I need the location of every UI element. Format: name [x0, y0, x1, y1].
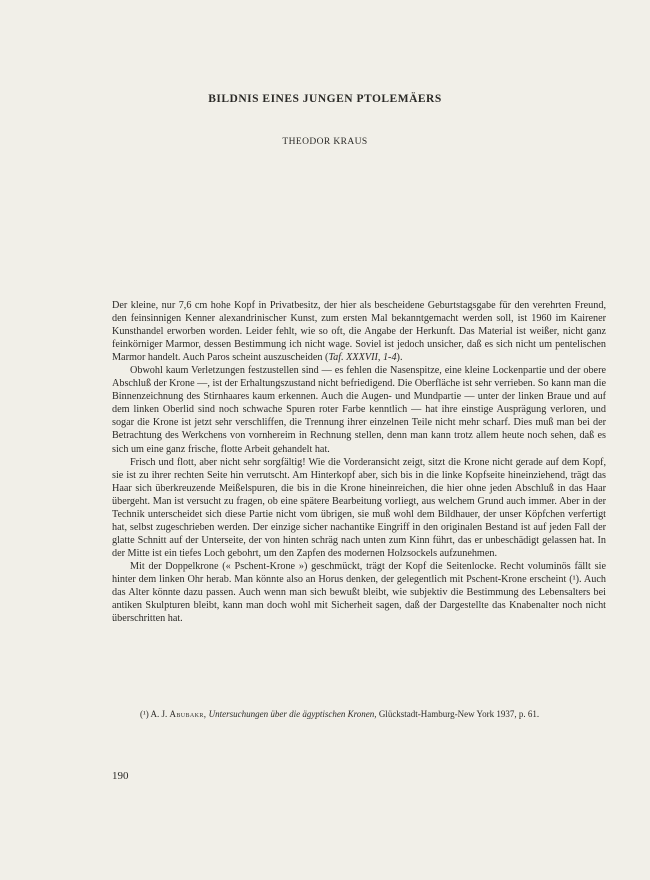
- paragraph-1: [112, 299, 606, 364]
- plate-reference: Taf. XXXVII, 1-4: [328, 352, 397, 364]
- footnote-author: Abubakr,: [169, 709, 207, 719]
- page-number: 190: [112, 770, 129, 782]
- footnote-title: Untersuchungen über die ägyptischen Kronen,: [208, 709, 377, 719]
- plate-reference-close: ).: [396, 352, 403, 364]
- paragraph-1-text: Der kleine, nur 7,6 cm hohe Kopf in Privatbesitz, der hier als bescheidene Geburtstagsgabe für den verehrten Freund, den feinsinnigen Kenner alexandrinischer Kunst, zum ersten Mal bekanntgemacht werden soll, ist 1960 im Kairener Kunsthandel erworben worden. Leider fehlt, wie so oft, die Angabe der Herkunft. Das Material ist weißer, nicht ganz feinkörniger Marmor, dessen Bestimmung ich nicht wage. Soviel ist jedoch unsicher, daß es sich nicht um pentelischen Marmor handelt. Auch Paros scheint auszuscheiden (: [112, 300, 606, 364]
- article-title: BILDNIS EINES JUNGEN PTOLEMÄERS: [208, 93, 442, 105]
- footnote-publication: Glückstadt-Hamburg-New York 1937, p. 61.: [378, 709, 540, 719]
- footnote: [140, 709, 610, 721]
- paragraph-4: Mit der Doppelkrone (« Pschent-Krone ») geschmückt, trägt der Kopf die Seitenlocke. Recht voluminös fällt sie hinter dem linken Ohr herab. Man könnte also an Horus denken, der gelegentlich mit Pschent-Krone erscheint (¹). Auch das Alter könnte dazu passen. Auch wenn man sich bewußt bleibt, wie subjektiv die Bestimmung des Lebensalters bei antiken Skulpturen bleibt, kann man doch wohl mit Sicherheit sagen, daß der Dargestellte das Knabenalter noch nicht überschritten hat.: [112, 560, 606, 625]
- paragraph-2: Obwohl kaum Verletzungen festzustellen sind — es fehlen die Nasenspitze, eine kleine Lockenpartie und der obere Abschluß der Krone —, ist der Erhaltungszustand nicht befriedigend. Die Oberfläche ist sehr verrieben. So kann man die Binnenzeichnung des Stirnhaares kaum erkennen. Auch die Augen- und Mundpartie — unter der linken Braue und auf dem linken Oberlid sind noch schwache Spuren roter Farbe kenntlich — hat ihre einstige Ausprägung verloren, und sogar die Krone ist jetzt sehr verschliffen, die Trennung ihrer einzelnen Teile nicht mehr scharf. Dies muß man bei der Betrachtung des Werkchens von vornhereim in Rechnung stellen, denn man kann trotz allem heute noch sehen, daß es sich um eine ganz frische, flotte Arbeit gehandelt hat.: [112, 365, 606, 455]
- article-author: THEODOR KRAUS: [282, 137, 368, 147]
- paragraph-3: Frisch und flott, aber nicht sehr sorgfältig! Wie die Vorderansicht zeigt, sitzt die Krone nicht gerade auf dem Kopf, sie ist zu ihrer rechten Seite hin verrutscht. Am Hinterkopf aber, sich bis in die linke Kopfseite hineinziehend, trägt das Haar sich überkreuzende Meißelspuren, die bis in die Krone hineinreichen, die hier ohne jeden Abschluß in das Haar übergeht. Man ist versucht zu fragen, ob eine spätere Bearbeitung vorliegt, aus welchem Grund auch immer. Aber in der Technik unterscheidet sich diese Partie nicht vom übrigen, sie muß wohl dem Bildhauer, der unser Köpfchen verfertigt hat, selbst zugeschrieben werden. Der einzige sicher nachantike Eingriff in den originalen Bestand ist auf jeden Fall der glatte Schnitt auf der Unterseite, der von hinten schräg nach unten zum Kinn führt, das er unbeschädigt gelassen hat. In der Mitte ist ein tiefes Loch gebohrt, um den Zapfen des modernen Holzsockels aufzunehmen.: [112, 456, 606, 559]
- article-body: [112, 299, 606, 625]
- footnote-marker: (¹) A. J.: [140, 709, 168, 719]
